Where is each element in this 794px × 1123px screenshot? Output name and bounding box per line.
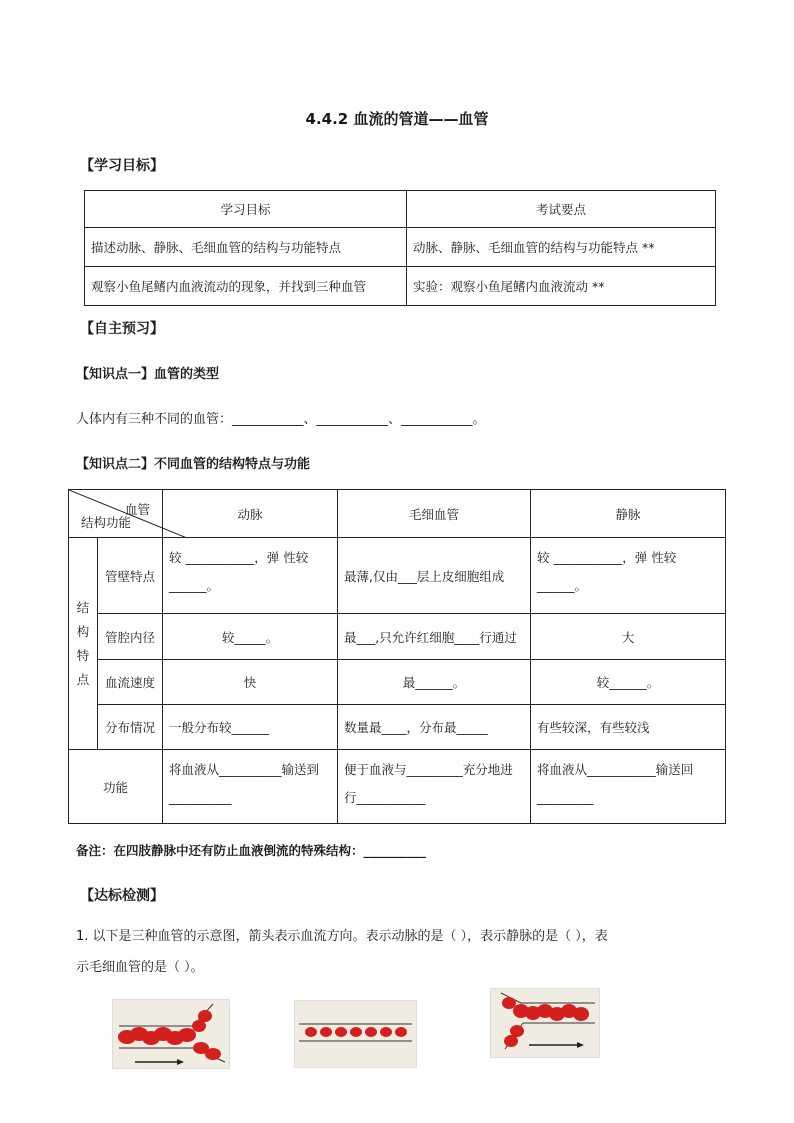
q1-line1: 1. 以下是三种血管的示意图，箭头表示血流方向。表示动脉的是（ ），表示静脉的是（ ），表 [76,929,608,944]
goal-cell: 动脉、静脉、毛细血管的结构与功能特点 ** [407,228,716,267]
page-title: 4.4.2 血流的管道——血管 [305,110,489,128]
section-test-heading: 【达标检测】 [80,888,164,904]
vessel-diagram-2-svg [295,1001,416,1067]
row-label-wall: 管壁特点 [98,538,163,614]
cell-artery-function: 将血液从__________输送到__________ [163,750,338,824]
row-label-speed: 血流速度 [98,660,163,705]
row-label-distribution: 分布情况 [98,705,163,750]
goal-table [84,190,716,306]
cell-vein-lumen: 大 [531,614,726,660]
section-goals-heading: 【学习目标】 [80,158,164,174]
group-char: 点 [76,671,90,687]
goal-header-1: 学习目标 [85,191,407,228]
cell-artery-lumen: 较_____。 [163,614,338,660]
row-label-lumen: 管腔内径 [98,614,163,660]
corner-top-label: 血管 [125,502,151,517]
cell-vein-speed: 较______。 [531,660,726,705]
goal-cell: 实验：观察小鱼尾鳍内血液流动 ** [407,267,716,306]
cell-capillary-speed: 最______。 [338,660,531,705]
goal-cell: 观察小鱼尾鳍内血液流动的现象，并找到三种血管 [85,267,407,306]
row-label-function: 功能 [69,750,163,824]
corner-cell [69,490,163,538]
q1-line2: 示毛细血管的是（ ）。 [76,960,204,975]
vessel-diagram-3-svg [491,989,599,1057]
kp1-heading: 【知识点一】血管的类型 [76,367,220,382]
kp1-text: 人体内有三种不同的血管：___________、___________、___________。 [76,412,486,427]
section-preview-heading: 【自主预习】 [80,321,164,337]
vessel-diagram-3 [490,988,600,1058]
cell-capillary-distribution: 数量最____，分布最_____ [338,705,531,750]
cell-vein-distribution: 有些较深，有些较浅 [531,705,726,750]
goal-header-2: 考试要点 [407,191,716,228]
cell-artery-distribution: 一般分布较______ [163,705,338,750]
group-char: 特 [76,647,90,663]
corner-bottom-label: 结构功能 [81,515,132,530]
goal-cell: 描述动脉、静脉、毛细血管的结构与功能特点 [85,228,407,267]
vessel-diagram-1-svg [113,1000,229,1068]
note-text: 备注：在四肢静脉中还有防止血液倒流的特殊结构：__________ [76,843,427,858]
cell-capillary-lumen: 最___,只允许红细胞____行通过 [338,614,531,660]
vessel-diagram-1 [112,999,230,1069]
cell-artery-speed: 快 [163,660,338,705]
group-char: 构 [76,623,90,639]
vessel-table [68,489,726,824]
col-header-vein: 静脉 [531,490,726,538]
group-label [69,538,98,750]
group-char: 结 [76,599,90,615]
cell-vein-function: 将血液从___________输送回_________ [531,750,726,824]
col-header-capillary: 毛细血管 [338,490,531,538]
cell-artery-wall: 较 ___________，弹 性较______。 [163,538,338,614]
cell-vein-wall: 较 ___________，弹 性较______。 [531,538,726,614]
kp2-heading: 【知识点二】不同血管的结构特点与功能 [76,457,311,472]
vessel-diagram-2 [294,1000,417,1068]
col-header-artery: 动脉 [163,490,338,538]
cell-capillary-wall: 最薄,仅由___层上皮细胞组成 [338,538,531,614]
cell-capillary-function: 便于血液与_________充分地进行___________ [338,750,531,824]
